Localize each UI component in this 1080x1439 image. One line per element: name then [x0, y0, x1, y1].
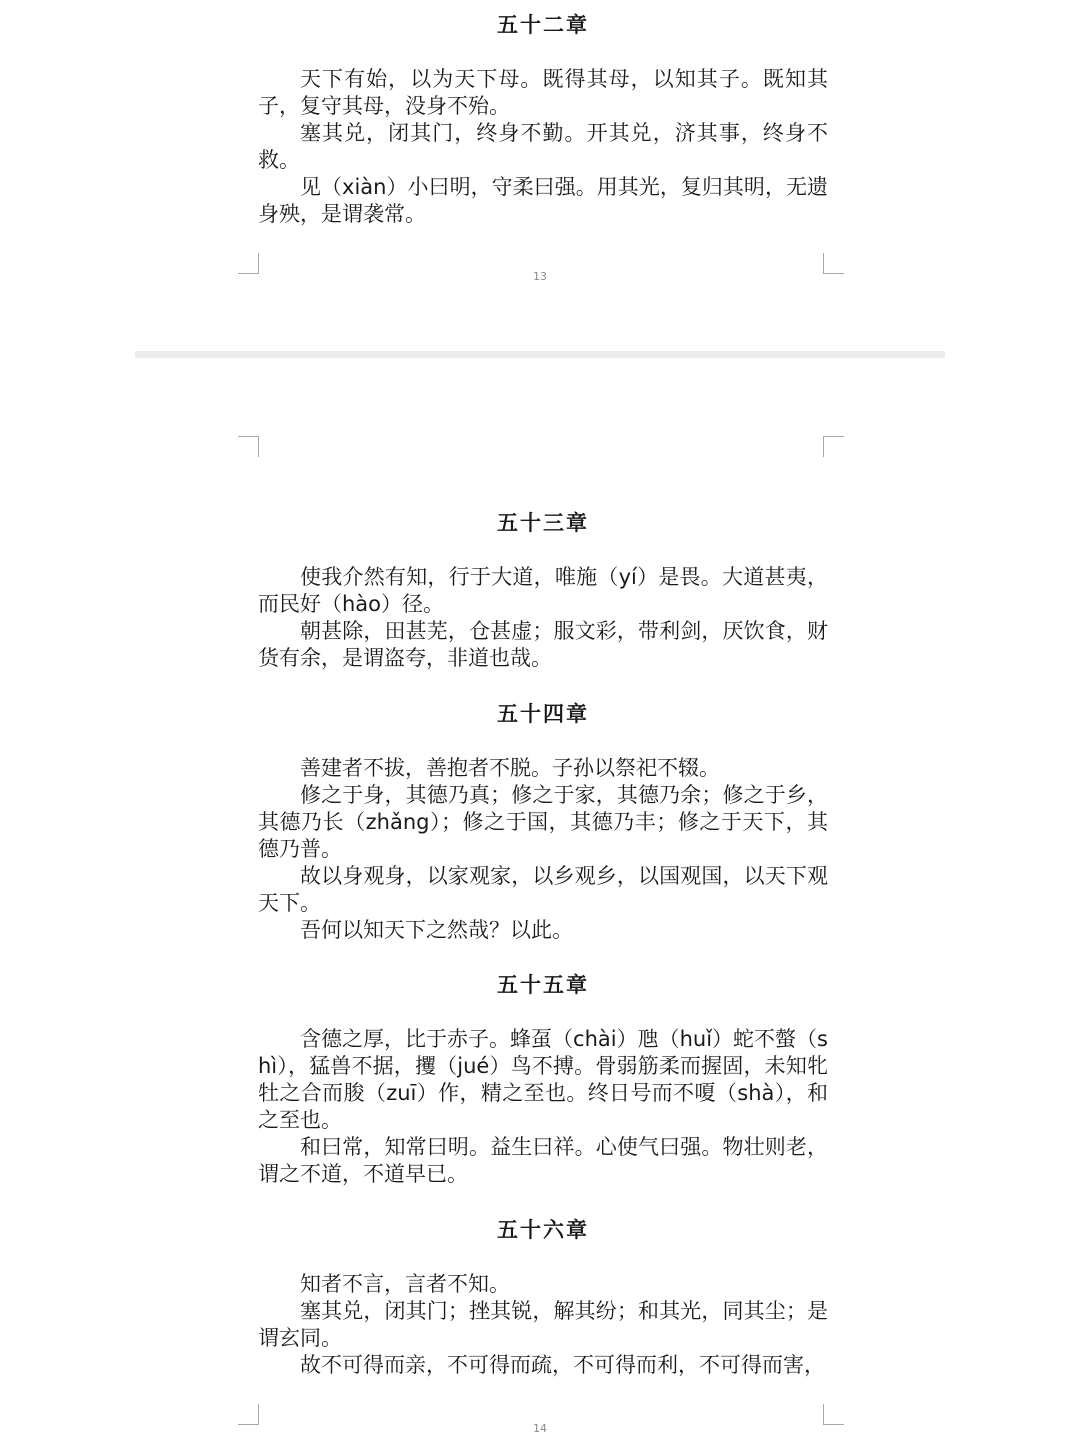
- paragraph: 塞其兑，闭其门，终身不勤。开其兑，济其事，终身不救。: [258, 121, 828, 172]
- paragraph: 故不可得而亲，不可得而疏，不可得而利，不可得而害，: [300, 1353, 825, 1377]
- chapter-52: [258, 12, 828, 228]
- margin-corner-mark: [823, 436, 844, 457]
- chapter-title: 五十二章: [497, 13, 589, 37]
- paragraph: 天下有始，以为天下母。既得其母，以知其子。既知其子，复守其母，没身不殆。: [258, 67, 828, 118]
- page-number: 13: [533, 270, 547, 283]
- paragraph: 塞其兑，闭其门；挫其锐，解其纷；和其光，同其尘；是谓玄同。: [258, 1299, 828, 1350]
- paragraph: 修之于身，其德乃真；修之于家，其德乃余；修之于乡，其德乃长（zhǎng）；修之于国，其德乃丰；修之于天下，其德乃普。: [258, 783, 828, 861]
- page-number: 14: [533, 1422, 547, 1435]
- chapter-55: [258, 972, 828, 1188]
- chapter-title: 五十六章: [497, 1218, 589, 1242]
- chapter-56: [258, 1217, 828, 1379]
- paragraph: 吾何以知天下之然哉？以此。: [300, 918, 573, 942]
- chapter-title: 五十四章: [497, 702, 589, 726]
- paragraph: 故以身观身，以家观家，以乡观乡，以国观国，以天下观天下。: [258, 864, 828, 915]
- paragraph: 使我介然有知，行于大道，唯施（yí）是畏。大道甚夷，而民好（hào）径。: [258, 565, 828, 616]
- paragraph: 知者不言，言者不知。: [300, 1272, 510, 1296]
- chapter-54: [258, 701, 828, 944]
- paragraph: 含德之厚，比于赤子。蜂虿（chài）虺（huǐ）蛇不螫（shì），猛兽不据，攫（jué）鸟不搏。骨弱筋柔而握固，未知牝牡之合而朘（zuī）作，精之至也。终日号而不嗄（shà），和之至也。: [258, 1027, 828, 1132]
- document-page-14: [0, 358, 1080, 1439]
- chapter-title: 五十三章: [497, 511, 589, 535]
- chapter-title: 五十五章: [497, 973, 589, 997]
- paragraph: 和曰常，知常曰明。益生曰祥。心使气曰强。物壮则老，谓之不道，不道早已。: [258, 1135, 828, 1186]
- paragraph: 朝甚除，田甚芜，仓甚虚；服文彩，带利剑，厌饮食，财货有余，是谓盗夸，非道也哉。: [258, 619, 828, 670]
- document-page-13: [0, 0, 1080, 352]
- chapter-53: [258, 510, 828, 672]
- page-separator: [135, 351, 945, 358]
- margin-corner-mark: [238, 436, 259, 457]
- paragraph: 见（xiàn）小曰明，守柔曰强。用其光，复归其明，无遗身殃，是谓袭常。: [258, 175, 828, 226]
- paragraph: 善建者不拔，善抱者不脱。子孙以祭祀不辍。: [300, 756, 720, 780]
